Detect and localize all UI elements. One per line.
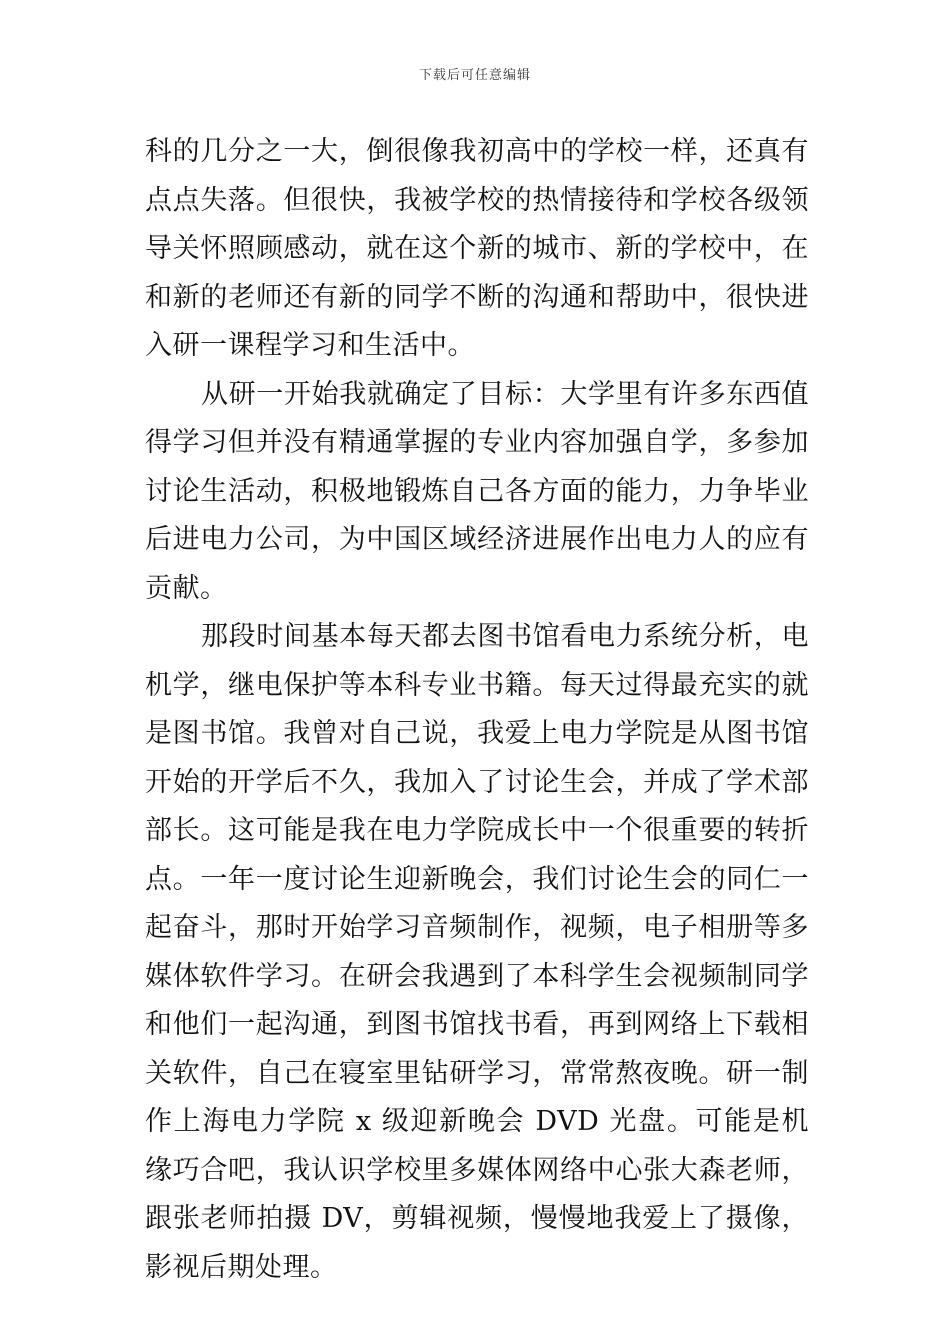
page-header: 下载后可任意编辑 (418, 68, 531, 83)
paragraph-2: 从研一开始我就确定了目标：大学里有许多东西值得学习但并没有精通掌握的专业内容加强自学，多参加讨论生活动，积极地锻炼自己各方面的能力，力争毕业后进电力公司，为中国区域经济进展作出电力人的应有贡献。 (145, 378, 809, 604)
document-body (145, 128, 809, 1292)
paragraph-3: 那段时间基本每天都去图书馆看电力系统分析，电机学，继电保护等本科专业书籍。每天过得最充实的就是图书馆。我曾对自己说，我爱上电力学院是从图书馆开始的开学后不久，我加入了讨论生会，并成了学术部部长。这可能是我在电力学院成长中一个很重要的转折点。一年一度讨论生迎新晚会，我们讨论生会的同仁一起奋斗，那时开始学习音频制作，视频，电子相册等多媒体软件学习。在研会我遇到了本科学生会视频制同学和他们一起沟通，到图书馆找书看，再到网络上下载相关软件，自己在寝室里钻研学习，常常熬夜晚。研一制作上海电力学院 x 级迎新晚会 DVD 光盘。可能是机缘巧合吧，我认识学校里多媒体网络中心张大森老师，跟张老师拍摄 DV，剪辑视频，慢慢地我爱上了摄像，影视后期处理。 (145, 621, 809, 1283)
paragraph-1: 科的几分之一大，倒很像我初高中的学校一样，还真有点点失落。但很快，我被学校的热情接待和学校各级领导关怀照顾感动，就在这个新的城市、新的学校中，在和新的老师还有新的同学不断的沟通和帮助中，很快进入研一课程学习和生活中。 (145, 136, 809, 361)
